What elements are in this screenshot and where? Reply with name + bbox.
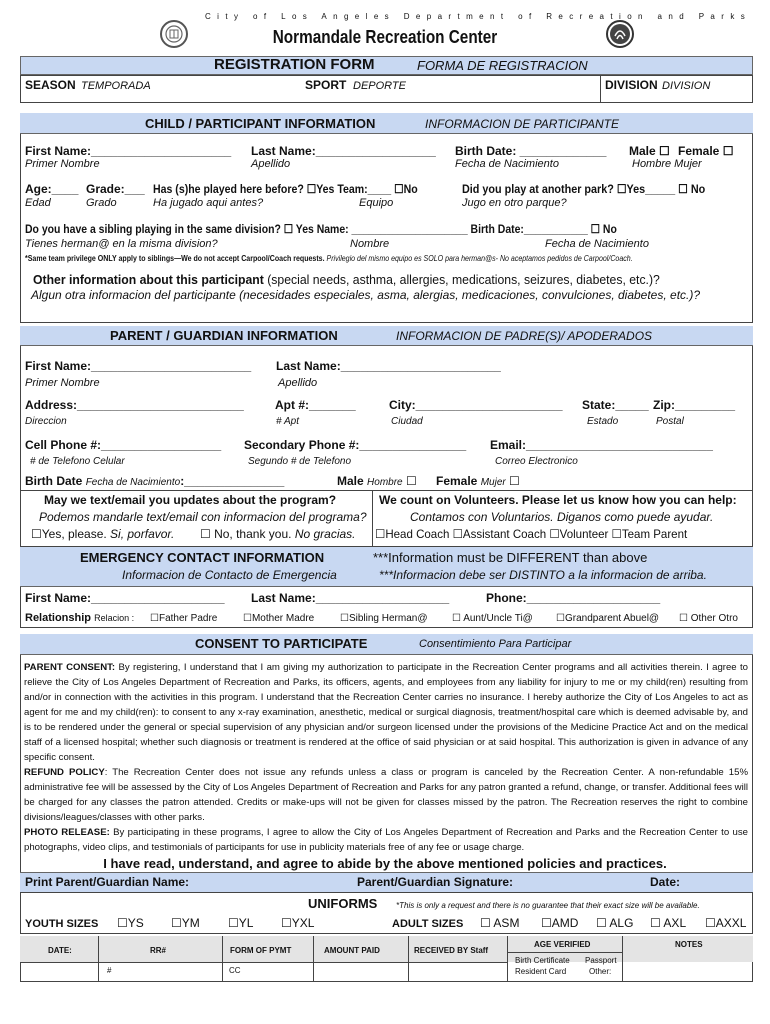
child-birth-date[interactable]: Birth Date: _____________: [455, 144, 607, 158]
child-first-name-es: Primer Nombre: [25, 158, 100, 170]
office-age-verified-header: AGE VERIFIED: [534, 940, 591, 949]
sibling-note: *Same team privilege ONLY apply to siblings—We do not accept Carpool/Coach requests. Privilegio del mismo equipo es SOLO para herman@s- No aceptamos pedidos de Carpool/Coach.: [25, 254, 633, 263]
age-verified-birth-cert[interactable]: Birth Certificate: [515, 956, 570, 965]
child-another-park-es: Jugo en otro parque?: [462, 197, 567, 209]
parent-last-name-es: Apellido: [278, 377, 318, 389]
parent-zip-es: Postal: [656, 416, 684, 427]
parent-address[interactable]: Address:_________________________: [25, 398, 244, 412]
photo-release-paragraph: PHOTO RELEASE: By participating in these programs, I agree to allow the City of Los Angeles Department of Recreation and Parks and the Recreation Center to use photographs, video clips, and testimonials of participants for use in publicity materials free of any fee or usage charge.: [24, 827, 748, 853]
adult-sizes-label: ADULT SIZES: [392, 918, 464, 930]
emergency-header-es: Informacion de Contacto de Emergencia: [122, 568, 337, 582]
youth-size-yxl[interactable]: ☐YXL: [281, 916, 315, 930]
emergency-note-es: ***Informacion debe ser DISTINTO a la informacion de arriba.: [379, 568, 707, 582]
youth-size-ys[interactable]: ☐YS: [117, 916, 144, 930]
adult-size-asm[interactable]: ☐ ASM: [480, 916, 520, 930]
emergency-relationship: Relationship Relacion :: [25, 612, 135, 624]
parent-apt[interactable]: Apt #:_______: [275, 398, 356, 412]
registration-title-es: FORMA DE REGISTRACION: [417, 58, 588, 73]
office-rr-header: RR#: [150, 946, 167, 955]
parent-state[interactable]: State:_____: [582, 398, 649, 412]
season-label: SEASON: [25, 78, 76, 92]
text-email-question: May we text/email you updates about the program?: [44, 493, 337, 507]
uniforms-note: *This is only a request and there is no guarantee that their exact size will be available.: [396, 901, 700, 910]
volunteer-question-es: Contamos con Voluntarios. Diganos como puede ayudar.: [410, 510, 714, 524]
registration-title: REGISTRATION FORM: [214, 56, 375, 73]
relationship-other-checkbox[interactable]: ☐ Other Otro: [679, 613, 738, 624]
department-name: City of Los Angeles Department of Recreation and Parks: [205, 12, 752, 21]
sport-label-es: DEPORTE: [353, 80, 406, 92]
consent-section-header: CONSENT TO PARTICIPATE: [195, 636, 368, 651]
print-name-field[interactable]: Print Parent/Guardian Name:: [25, 875, 190, 889]
uniforms-title: UNIFORMS: [308, 896, 378, 911]
parent-first-name-es: Primer Nombre: [25, 377, 100, 389]
parent-address-es: Direccion: [25, 416, 67, 427]
age-verified-other[interactable]: Other:: [589, 967, 612, 976]
parent-first-name[interactable]: First Name:________________________: [25, 359, 252, 373]
adult-size-axxl[interactable]: ☐AXXL: [705, 916, 747, 930]
child-gender-es: Hombre Mujer: [632, 158, 702, 170]
child-grade[interactable]: Grade:___: [86, 182, 145, 196]
child-male-checkbox[interactable]: Male ☐: [629, 144, 670, 158]
parent-zip[interactable]: Zip:_________: [653, 398, 736, 412]
child-age[interactable]: Age:____: [25, 182, 79, 196]
volunteer-options[interactable]: ☐Head Coach ☐Assistant Coach ☐Volunteer ☐Team Parent: [375, 527, 688, 541]
emergency-phone[interactable]: Phone:____________________: [486, 591, 661, 605]
office-rr-hash: #: [107, 966, 112, 975]
parent-city[interactable]: City:______________________: [389, 398, 563, 412]
office-notes-header: NOTES: [675, 940, 703, 949]
relationship-mother-checkbox[interactable]: ☐Mother Madre: [243, 613, 315, 624]
child-another-park[interactable]: Did you play at another park? ☐Yes_____ ☐ No: [462, 182, 706, 196]
parent-cell-phone-es: # de Telefono Celular: [30, 456, 125, 467]
parent-female-checkbox[interactable]: Female Mujer ☐: [436, 474, 520, 488]
child-sibling-es: Tienes herman@ en la misma division?: [25, 238, 218, 250]
text-email-no-checkbox[interactable]: ☐ No, thank you. No gracias.: [200, 527, 356, 541]
relationship-father-checkbox[interactable]: ☐Father Padre: [150, 613, 218, 624]
adult-size-axl[interactable]: ☐ AXL: [650, 916, 687, 930]
parent-male-checkbox[interactable]: Male Hombre ☐: [337, 474, 417, 488]
parent-last-name[interactable]: Last Name:________________________: [276, 359, 501, 373]
season-label-es: TEMPORADA: [81, 80, 151, 92]
child-first-name[interactable]: First Name:_____________________: [25, 144, 232, 158]
child-age-es: Edad: [25, 197, 51, 209]
child-grade-es: Grado: [86, 197, 117, 209]
parent-birth-date[interactable]: Birth Date Fecha de Nacimiento:_______________: [25, 474, 285, 488]
office-cc-label: CC: [229, 966, 241, 975]
youth-size-yl[interactable]: ☐YL: [228, 916, 254, 930]
child-played-here-es: Ha jugado aqui antes?: [153, 197, 264, 209]
text-email-yes-checkbox[interactable]: ☐Yes, please. Si, porfavor.: [31, 527, 175, 541]
parent-section-header: PARENT / GUARDIAN INFORMATION: [110, 328, 338, 343]
agreement-statement: I have read, understand, and agree to abide by the above mentioned policies and practices.: [103, 856, 667, 871]
consent-section-header-es: Consentimiento Para Participar: [419, 638, 572, 650]
child-sibling-name-es: Nombre: [350, 238, 390, 250]
child-sibling[interactable]: Do you have a sibling playing in the same division? ☐ Yes Name: ____________________ Birth Date:___________ ☐ No: [25, 222, 617, 236]
age-verified-passport[interactable]: Passport: [585, 956, 617, 965]
parent-section-header-es: INFORMACION DE PADRE(S)/ APODERADOS: [396, 329, 653, 343]
child-last-name[interactable]: Last Name:__________________: [251, 144, 436, 158]
parent-consent-paragraph: PARENT CONSENT: By registering, I understand that I am giving my authorization to participate in the Recreation Center programs and all activities therein. I agree to relieve the City of Los Angeles Department of Recreation and Parks, its officers, agents, and employees from any liability for injury to me or my child(ren) resulting from and/or in connection with the activities in this program. I understand that the Recreation Center carries no insurance. I hereby authorize the City of Los Angeles to act as agent for me and my child(ren): to consent to any x-ray examination, anesthetic, medical or surgical diagnosis, treatment/hospital care which is deemed advisable by, and is to be rendered under the general or special supervision of any physician and/or surgeon licensed under the provisions of the Medicine Practice Act and on the medical staff of a licensed hospital; whether such diagnosis or treatment is rendered at the office of said physician or at said hospital. This authorization is given in advance of any specific consent.: [24, 662, 748, 763]
page-title: Normandale Recreation Center: [272, 27, 498, 47]
child-birth-date-es: Fecha de Nacimiento: [455, 158, 559, 170]
volunteer-question: We count on Volunteers. Please let us know how you can help:: [379, 493, 737, 507]
youth-sizes-label: YOUTH SIZES: [25, 918, 99, 930]
office-date-header: DATE:: [48, 946, 72, 955]
division-label-es: DIVISION: [662, 80, 711, 92]
parent-cell-phone[interactable]: Cell Phone #:__________________: [25, 438, 222, 452]
child-played-here[interactable]: Has (s)he played here before? ☐Yes Team:____ ☐No: [153, 182, 418, 196]
relationship-sibling-checkbox[interactable]: ☐Sibling Herman@: [340, 613, 428, 624]
child-section-header: CHILD / PARTICIPANT INFORMATION: [145, 116, 376, 131]
office-amount-header: AMOUNT PAID: [324, 946, 380, 955]
child-other-info-es: Algun otra informacion del participante (necesidades especiales, asma, alergias, medicaciones, convulciones, diabetes, etc.)?: [31, 288, 701, 302]
child-team-es: Equipo: [359, 197, 394, 209]
parent-state-es: Estado: [587, 416, 619, 427]
consent-date-field[interactable]: Date:: [650, 875, 681, 889]
office-received-header: RECEIVED BY Staff: [414, 946, 489, 955]
division-label: DIVISION: [605, 78, 658, 92]
parent-email[interactable]: Email:____________________________: [490, 438, 713, 452]
emergency-last-name[interactable]: Last Name:____________________: [251, 591, 450, 605]
parent-city-es: Ciudad: [391, 416, 423, 427]
refund-policy-paragraph: REFUND POLICY: The Recreation Center does not issue any refunds unless a class or program is canceled by the Recreation Center. A non-refundable 15% administrative fee will be assessed by the City of Los Angeles Department of Recreation and Parks for any patron granted a refund, change, or transfer. Additional fees will be charged for any classes the patron attended. Credits or make-ups will not be given for classes missed by the patron. The Recreation reserves the right to combine divisions/leagues/classes with other parks.: [24, 767, 748, 823]
age-verified-resident-card[interactable]: Resident Card: [515, 967, 567, 976]
youth-size-ym[interactable]: ☐YM: [171, 916, 200, 930]
relationship-aunt-uncle-checkbox[interactable]: ☐ Aunt/Uncle Ti@: [452, 613, 533, 624]
child-section-header-es: INFORMACION DE PARTICIPANTE: [425, 117, 620, 131]
child-other-info[interactable]: Other information about this participant (special needs, asthma, allergies, medications, seizures, diabetes, etc.)?: [33, 272, 660, 287]
parent-email-es: Correo Electronico: [495, 456, 578, 467]
signature-field[interactable]: Parent/Guardian Signature:: [357, 875, 514, 889]
child-female-checkbox[interactable]: Female ☐: [678, 144, 734, 158]
adult-size-alg[interactable]: ☐ ALG: [596, 916, 634, 930]
parent-secondary-phone-es: Segundo # de Telefono: [248, 456, 352, 467]
child-last-name-es: Apellido: [251, 158, 291, 170]
sport-label: SPORT: [305, 78, 347, 92]
emergency-section-header: EMERGENCY CONTACT INFORMATION: [80, 550, 325, 565]
parent-secondary-phone[interactable]: Secondary Phone #:________________: [244, 438, 467, 452]
parent-apt-es: # Apt: [276, 416, 299, 427]
emergency-note: ***Information must be DIFFERENT than above: [373, 550, 648, 565]
child-sibling-birth-es: Fecha de Nacimiento: [545, 238, 649, 250]
adult-size-amd[interactable]: ☐AMD: [541, 916, 579, 930]
text-email-question-es: Podemos mandarle text/email con informacion del programa?: [39, 510, 367, 524]
office-payment-header: FORM OF PYMT: [230, 946, 292, 955]
relationship-grandparent-checkbox[interactable]: ☐Grandparent Abuel@: [556, 613, 660, 624]
emergency-first-name[interactable]: First Name:____________________: [25, 591, 225, 605]
